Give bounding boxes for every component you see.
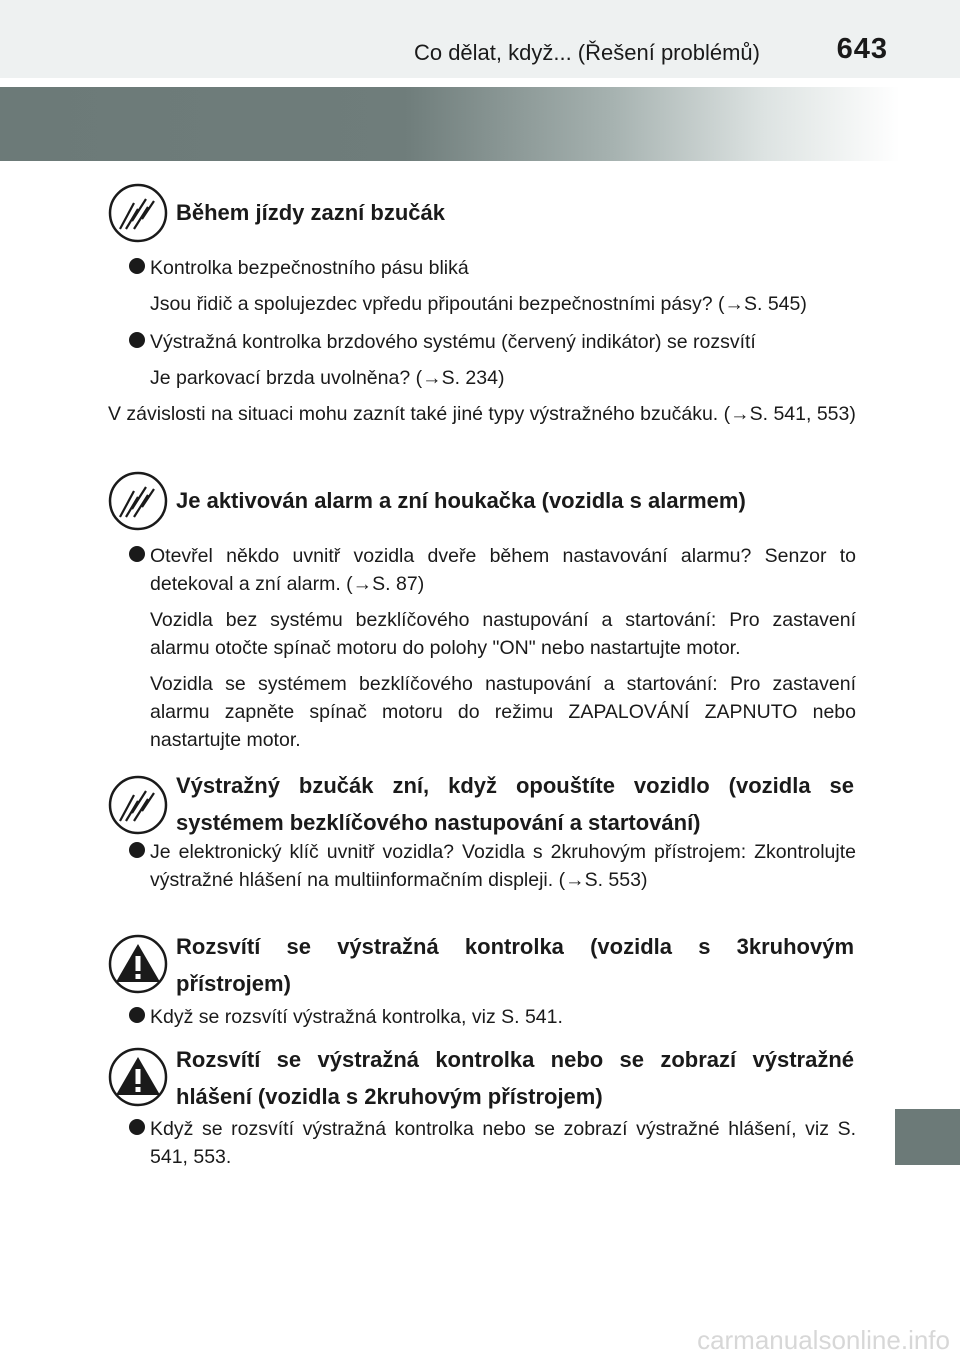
section-heading	[108, 1041, 854, 1117]
section-body	[108, 254, 856, 428]
section-heading	[108, 928, 854, 1004]
section-body	[108, 1115, 856, 1171]
section-title: Během jízdy zazní bzučák	[176, 200, 445, 225]
section-heading	[108, 183, 854, 243]
chapter-tab	[895, 1109, 960, 1165]
paragraph: Vozidla bez systému bezklíčového nastupování a startování: Pro zastavení alarmu otočte spínač motoru do polohy "ON" nebo nastartujte motor.	[150, 609, 856, 659]
section-title: Výstražný bzučák zní, když opouštíte vozidlo (vozidla se systémem bezklíčového nastupování a startování)	[176, 773, 854, 835]
list-item: Kontrolka bezpečnostního pásu bliká	[108, 254, 856, 282]
section-heading	[108, 471, 854, 531]
list-item: Když se rozsvítí výstražná kontrolka nebo se zobrazí výstražné hlášení, viz S. 541, 553.	[108, 1115, 856, 1171]
paragraph: Jsou řidič a spolujezdec vpředu připoutáni bezpečnostními pásy? (→S. 545)	[150, 293, 807, 315]
page-number: 643	[836, 33, 888, 65]
section-heading	[108, 767, 854, 843]
header-strip	[0, 0, 960, 78]
section-body	[108, 542, 856, 754]
list-item: Otevřel někdo uvnitř vozidla dveře během nastavování alarmu? Senzor to detekoval a zní alarm. (→S. 87)	[108, 542, 856, 598]
list-item: Když se rozsvítí výstražná kontrolka, viz S. 541.	[108, 1003, 856, 1031]
paragraph: Je parkovací brzda uvolněna? (→S. 234)	[150, 367, 505, 389]
buzzer-icon	[108, 183, 168, 243]
list-item: Výstražná kontrolka brzdového systému (červený indikátor) se rozsvítí	[108, 328, 856, 356]
list-item: Je elektronický klíč uvnitř vozidla? Vozidla s 2kruhovým přístrojem: Zkontrolujte výstražné hlášení na multiinformačním displeji. (→S. 553)	[108, 838, 856, 894]
warning-triangle-icon	[108, 934, 168, 994]
header-banner	[0, 87, 900, 161]
section-title: Rozsvítí se výstražná kontrolka nebo se zobrazí výstražné hlášení (vozidla s 2kruhovým přístrojem)	[176, 1047, 854, 1109]
section-title: Je aktivován alarm a zní houkačka (vozidla s alarmem)	[176, 488, 746, 513]
buzzer-icon	[108, 775, 168, 835]
watermark: carmanualsonline.info	[697, 1325, 950, 1355]
section-body	[108, 838, 856, 894]
header-title: Co dělat, když... (Řešení problémů)	[413, 40, 760, 65]
section-body	[108, 1003, 856, 1031]
warning-triangle-icon	[108, 1047, 168, 1107]
buzzer-icon	[108, 471, 168, 531]
section-title: Rozsvítí se výstražná kontrolka (vozidla s 3kruhovým přístrojem)	[176, 934, 854, 996]
paragraph: Vozidla se systémem bezklíčového nastupování a startování: Pro zastavení alarmu zapněte spínač motoru do režimu ZAPALOVÁNÍ ZAPNUTO nebo nastartujte motor.	[150, 673, 856, 751]
note: V závislosti na situaci mohu zaznít také jiné typy výstražného bzučáku. (→S. 541, 553)	[108, 403, 856, 425]
